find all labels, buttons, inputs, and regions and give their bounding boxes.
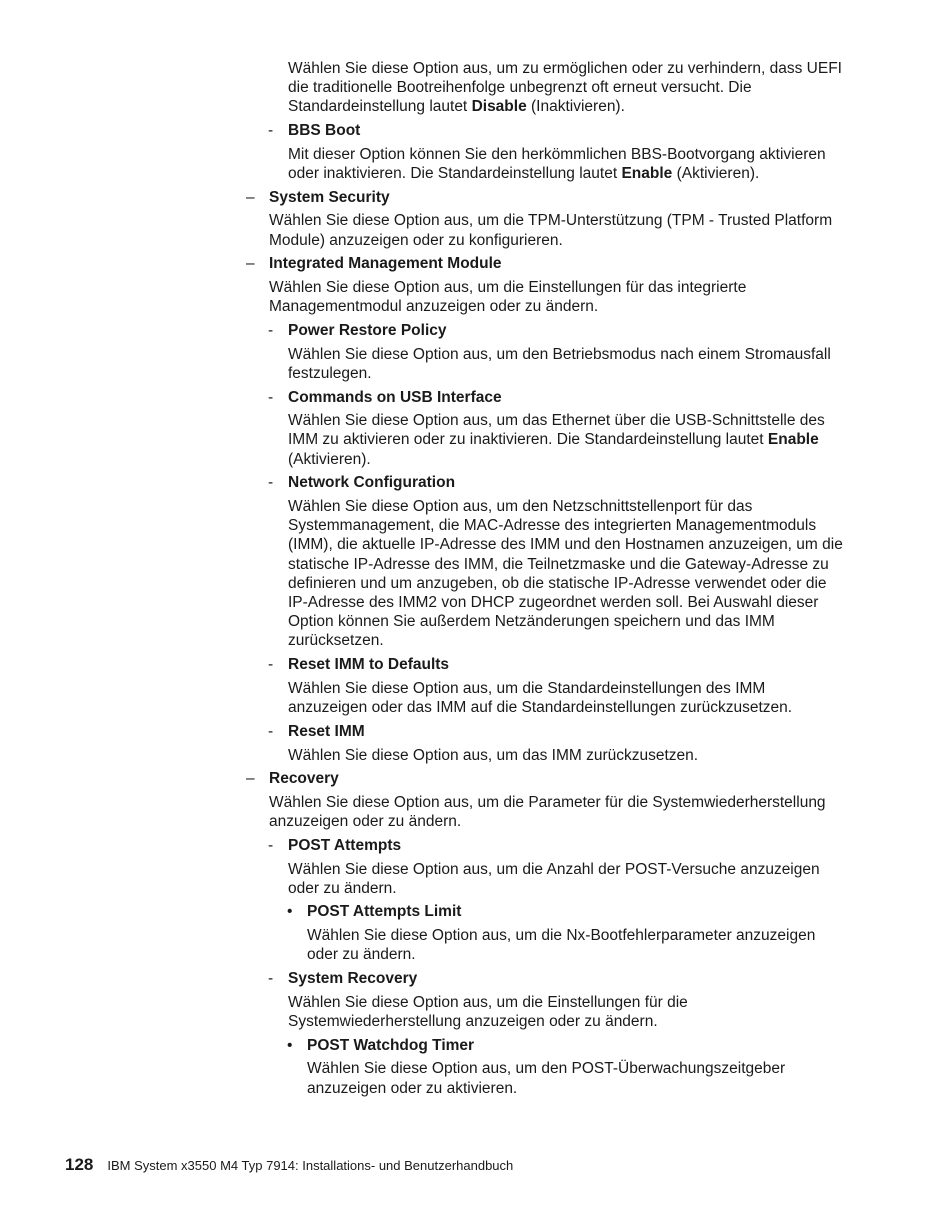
section-heading xyxy=(246,769,846,788)
heading-text: POST Attempts Limit xyxy=(307,903,462,921)
paragraph-text: (Inaktivieren). xyxy=(526,98,625,116)
body-paragraph xyxy=(246,345,846,383)
section-heading xyxy=(246,902,846,921)
heading-text: Reset IMM xyxy=(288,722,365,740)
paragraph-text: Wählen Sie diese Option aus, um den POST-Überwachungszeitgeber anzuzeigen oder zu aktivieren. xyxy=(307,1060,786,1097)
list-marker: – xyxy=(246,770,255,788)
section-heading xyxy=(246,969,846,988)
heading-text: Power Restore Policy xyxy=(288,321,447,339)
body-paragraph xyxy=(246,793,846,831)
paragraph-text: Wählen Sie diese Option aus, um die Einstellungen für die Systemwiederherstellung anzuzeigen oder zu ändern. xyxy=(288,993,688,1030)
heading-text: POST Watchdog Timer xyxy=(307,1036,475,1054)
heading-text: System Security xyxy=(269,188,390,206)
section-heading xyxy=(246,473,846,492)
section-heading xyxy=(246,722,846,741)
body-paragraph xyxy=(246,746,846,765)
list-marker: • xyxy=(287,1036,293,1054)
list-marker: – xyxy=(246,188,255,206)
list-marker: - xyxy=(268,122,274,140)
body-paragraph xyxy=(246,145,846,183)
document-title: IBM System x3550 M4 Typ 7914: Installations- und Benutzerhandbuch xyxy=(107,1158,514,1173)
list-marker: - xyxy=(268,722,274,740)
heading-text: Commands on USB Interface xyxy=(288,388,502,406)
paragraph-text: Wählen Sie diese Option aus, um die TPM-Unterstützung (TPM - Trusted Platform Module) anzuzeigen oder zu konfigurieren. xyxy=(269,212,833,249)
body-paragraph xyxy=(246,926,846,964)
heading-text: System Recovery xyxy=(288,970,418,988)
list-marker: - xyxy=(268,321,274,339)
paragraph-text: Wählen Sie diese Option aus, um den Netzschnittstellenport für das Systemmanagement, die MAC-Adresse des integrierten Managementmoduls (IMM), die aktuelle IP-Adresse des IMM und den Hostnamen anzuzeigen, um die statische IP-Adresse des IMM, die Teilnetzmaske und die Gateway-Adresse zu definieren und um anzugeben, ob die statische IP-Adresse verwendet oder die IP-Adresse des IMM2 von DHCP zugeordnet werden soll. Bei Auswahl dieser Option können Sie außerdem Netzänderungen speichern und das IMM zurücksetzen. xyxy=(288,498,843,650)
list-marker: – xyxy=(246,255,255,273)
paragraph-text: Wählen Sie diese Option aus, um zu ermöglichen oder zu verhindern, dass UEFI die traditionelle Bootreihenfolge unbegrenzt oft erneut versucht. Die Standardeinstellung lautet xyxy=(288,60,842,116)
body-paragraph xyxy=(246,411,846,469)
paragraph-text: Wählen Sie diese Option aus, um das IMM zurückzusetzen. xyxy=(288,746,699,764)
paragraph-text: Wählen Sie diese Option aus, um das Ethernet über die USB-Schnittstelle des IMM zu aktivieren oder zu inaktivieren. Die Standardeinstellung lautet xyxy=(288,412,825,449)
body-paragraph xyxy=(246,59,846,117)
body-paragraph xyxy=(246,993,846,1031)
paragraph-text: (Aktivieren). xyxy=(672,165,760,183)
body-paragraph xyxy=(246,860,846,898)
heading-text: Integrated Management Module xyxy=(269,255,502,273)
section-heading xyxy=(246,836,846,855)
paragraph-text: Wählen Sie diese Option aus, um die Anzahl der POST-Versuche anzuzeigen oder zu ändern. xyxy=(288,860,820,897)
emphasized-value: Enable xyxy=(767,431,819,449)
section-heading xyxy=(246,121,846,140)
heading-text: BBS Boot xyxy=(288,122,361,140)
list-marker: - xyxy=(268,970,274,988)
heading-text: Network Configuration xyxy=(288,474,456,492)
paragraph-text: Wählen Sie diese Option aus, um die Einstellungen für das integrierte Managementmodul anzuzeigen oder zu ändern. xyxy=(269,279,747,316)
body-paragraph xyxy=(246,1059,846,1097)
page-content xyxy=(246,59,846,1102)
emphasized-value: Disable xyxy=(471,98,527,116)
section-heading xyxy=(246,1036,846,1055)
list-marker: - xyxy=(268,656,274,674)
body-paragraph xyxy=(246,211,846,249)
paragraph-text: (Aktivieren). xyxy=(288,450,371,468)
page-footer xyxy=(65,1155,513,1175)
paragraph-text: Wählen Sie diese Option aus, um die Parameter für die Systemwiederherstellung anzuzeigen oder zu ändern. xyxy=(269,793,826,831)
paragraph-text: Wählen Sie diese Option aus, um die Nx-Bootfehlerparameter anzuzeigen oder zu ändern. xyxy=(307,927,816,964)
section-heading xyxy=(246,655,846,674)
list-marker: - xyxy=(268,474,274,492)
section-heading xyxy=(246,388,846,407)
body-paragraph xyxy=(246,497,846,651)
list-marker: - xyxy=(268,388,274,406)
section-heading xyxy=(246,188,846,207)
list-marker: - xyxy=(268,836,274,854)
body-paragraph xyxy=(246,278,846,316)
page-number: 128 xyxy=(65,1155,94,1174)
paragraph-text: Wählen Sie diese Option aus, um die Standardeinstellungen des IMM anzuzeigen oder das IMM auf die Standardeinstellungen zurückzusetzen. xyxy=(288,679,793,717)
section-heading xyxy=(246,254,846,273)
emphasized-value: Enable xyxy=(621,165,673,183)
heading-text: Recovery xyxy=(269,770,339,788)
list-marker: • xyxy=(287,903,293,921)
section-heading xyxy=(246,321,846,340)
paragraph-text: Mit dieser Option können Sie den herkömmlichen BBS-Bootvorgang aktivieren oder inaktivieren. Die Standardeinstellung lautet xyxy=(288,145,826,183)
paragraph-text: Wählen Sie diese Option aus, um den Betriebsmodus nach einem Stromausfall festzulegen. xyxy=(288,345,831,382)
body-paragraph xyxy=(246,679,846,717)
heading-text: Reset IMM to Defaults xyxy=(288,656,450,674)
heading-text: POST Attempts xyxy=(288,836,402,854)
